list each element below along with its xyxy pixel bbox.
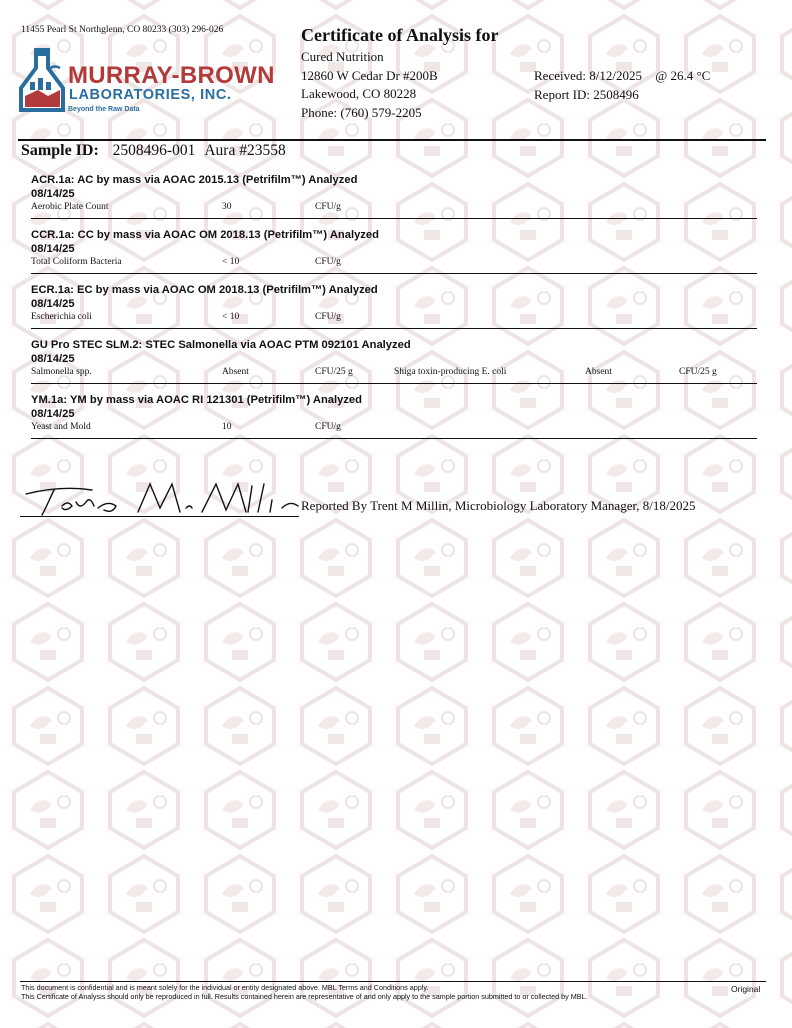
test-block	[31, 171, 757, 219]
analyte-name: Aerobic Plate Count	[31, 202, 109, 212]
client-street: 12860 W Cedar Dr #200B	[301, 67, 438, 83]
footer-disclaimer	[21, 983, 588, 1001]
result-row	[31, 367, 757, 380]
test-block	[31, 336, 757, 384]
result-unit: CFU/25 g	[679, 367, 717, 377]
logo-brand-secondary: LABORATORIES, INC.	[69, 87, 232, 103]
report-meta	[534, 67, 710, 104]
result-unit: CFU/g	[315, 257, 341, 267]
received-date: 8/12/2025	[589, 68, 642, 83]
lab-address: 11455 Pearl St Northglenn, CO 80233 (303) 296-026	[21, 25, 224, 35]
result-unit: CFU/g	[315, 312, 341, 322]
client-phone: Phone: (760) 579-2205	[301, 104, 422, 120]
certificate-title: Certificate of Analysis for	[301, 25, 499, 45]
report-id-label: Report ID:	[534, 86, 590, 102]
received-temperature: @ 26.4 °C	[655, 68, 711, 83]
analyte-name: Yeast and Mold	[31, 422, 91, 432]
result-value: Absent	[222, 367, 249, 377]
sample-name: Aura #23558	[204, 142, 286, 159]
result-value: 10	[222, 422, 232, 432]
test-block	[31, 226, 757, 274]
header-divider	[18, 139, 766, 141]
lab-logo	[18, 44, 275, 120]
test-title: ECR.1a: EC by mass via AOAC OM 2018.13 (Petrifilm™) Analyzed 08/14/25	[31, 284, 378, 310]
test-block	[31, 281, 757, 329]
sample-id-label: Sample ID:	[21, 142, 99, 159]
analyte-name: Total Coliform Bacteria	[31, 257, 122, 267]
result-row	[31, 312, 757, 325]
client-info	[301, 48, 438, 122]
sample-header	[21, 142, 286, 160]
test-block	[31, 391, 757, 439]
footer-divider	[20, 981, 766, 982]
logo-brand-primary: MURRAY-BROWN	[68, 62, 275, 89]
result-value: < 10	[222, 312, 240, 322]
analyte-name: Escherichia coli	[31, 312, 92, 322]
client-name: Cured Nutrition	[301, 49, 384, 64]
test-title: GU Pro STEC SLM.2: STEC Salmonella via AOAC PTM 092101 Analyzed 08/14/25	[31, 339, 411, 365]
signature-line	[20, 516, 299, 517]
test-title: CCR.1a: CC by mass via AOAC OM 2018.13 (Petrifilm™) Analyzed 08/14/25	[31, 229, 379, 255]
test-title: ACR.1a: AC by mass via AOAC 2015.13 (Petrifilm™) Analyzed 08/14/25	[31, 174, 358, 200]
result-value: Absent	[585, 367, 612, 377]
signature-image	[20, 478, 300, 518]
result-value: 30	[222, 202, 232, 212]
footer-line-1: This document is confidential and is meant solely for the individual or entity designated above. MBL Terms and Conditions apply.	[21, 983, 429, 992]
result-row	[31, 202, 757, 215]
analyte-name: Salmonella spp.	[31, 367, 92, 377]
result-row	[31, 422, 757, 435]
sample-id: 2508496-001	[112, 142, 196, 159]
test-title: YM.1a: YM by mass via AOAC RI 121301 (Petrifilm™) Analyzed 08/14/25	[31, 394, 362, 420]
report-id: 2508496	[593, 86, 639, 102]
flask-logo-icon	[18, 46, 66, 116]
test-results	[31, 171, 757, 446]
received-label: Received:	[534, 68, 586, 83]
result-unit: CFU/g	[315, 202, 341, 212]
result-value: < 10	[222, 257, 240, 267]
document-status: Original	[731, 984, 761, 994]
client-city: Lakewood, CO 80228	[301, 86, 417, 102]
result-unit: CFU/g	[315, 422, 341, 432]
result-unit: CFU/25 g	[315, 367, 353, 377]
footer-line-2: This Certificate of Analysis should only be reproduced in full. Results contained herein are representative of and only apply to the sample portion submitted to or collected by MBL.	[21, 992, 588, 1001]
result-row	[31, 257, 757, 270]
reported-by: Reported By Trent M Millin, Microbiology Laboratory Manager, 8/18/2025	[301, 498, 696, 513]
analyte-name: Shiga toxin-producing E. coli	[394, 367, 507, 377]
logo-tagline: Beyond the Raw Data	[68, 106, 140, 113]
